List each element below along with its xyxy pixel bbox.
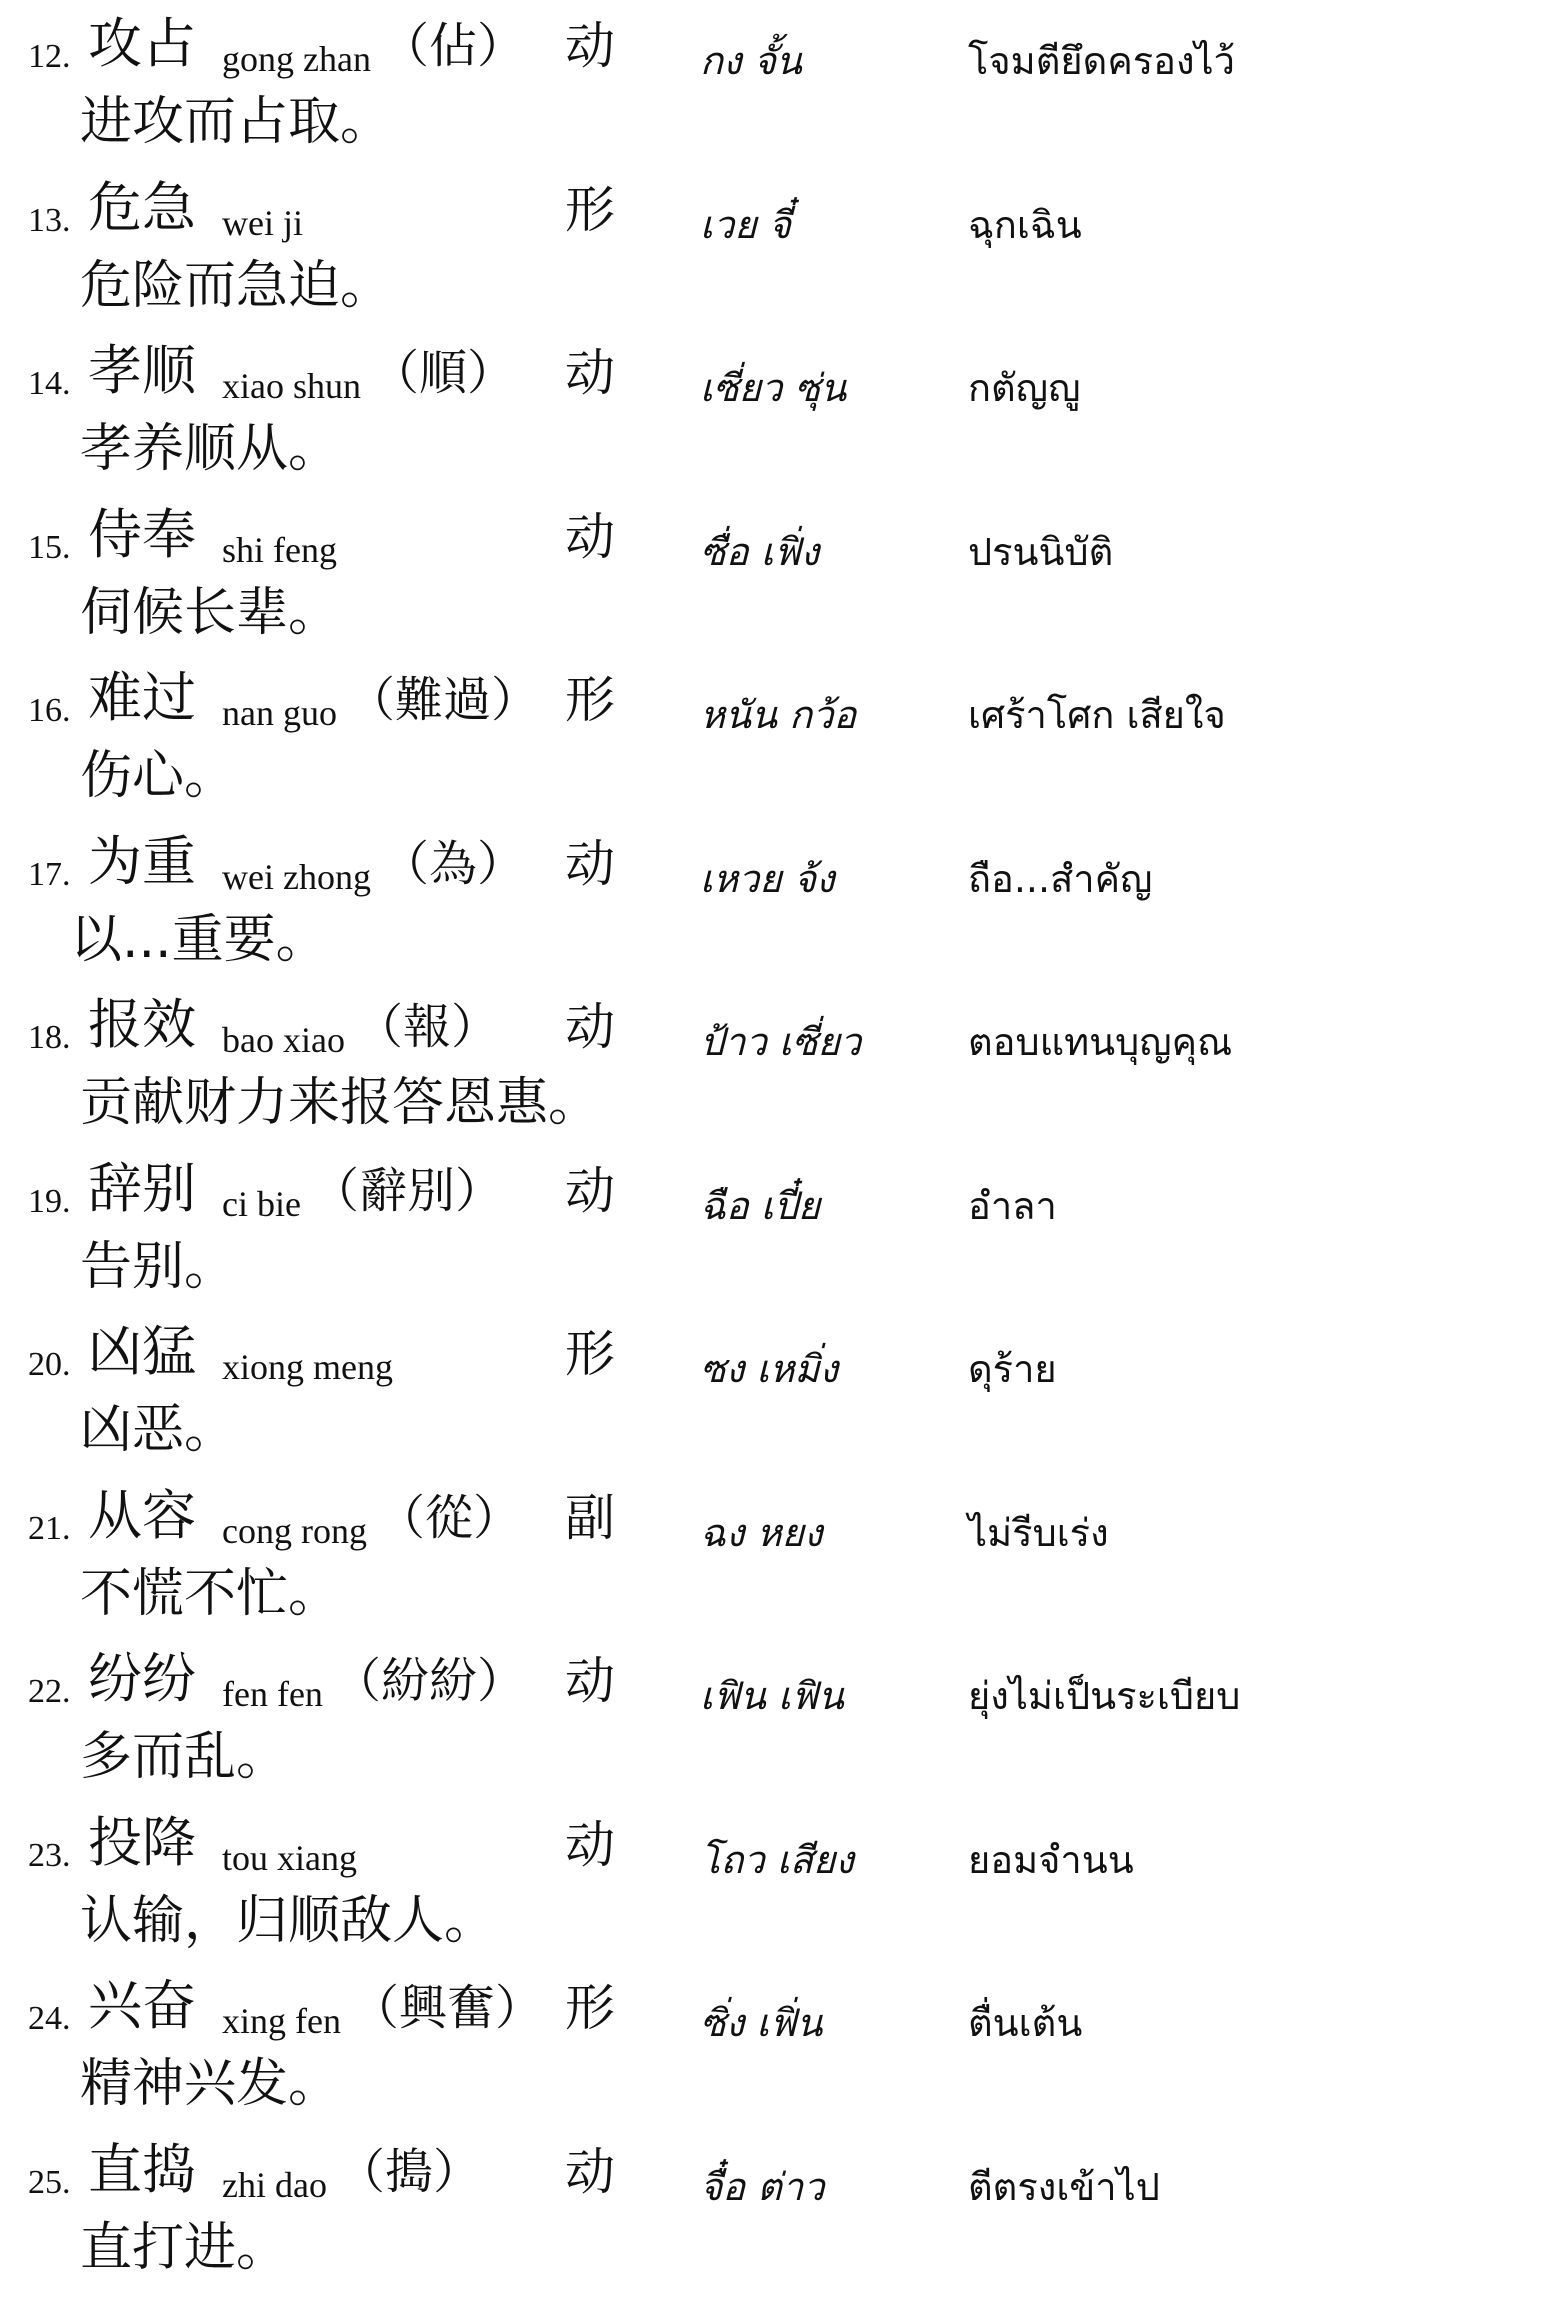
entry-number: 13. — [28, 201, 71, 239]
traditional-form: （興奮） — [351, 1980, 544, 2036]
thai-reading: โถว เสียง — [700, 1837, 854, 1882]
traditional-form: （從） — [377, 1489, 522, 1546]
entry-number: 20. — [28, 1346, 71, 1383]
part-of-speech: 动 — [565, 1161, 615, 1220]
part-of-speech: 动 — [565, 17, 615, 75]
chinese-definition: 认输，归顺敌人。 — [80, 1890, 497, 1951]
vocab-entry — [0, 818, 1547, 980]
thai-reading: กง จั้น — [700, 39, 802, 83]
pinyin: bao xiao — [222, 1020, 345, 1060]
chinese-word: 辞别 — [88, 1156, 196, 1220]
traditional-form: （為） — [381, 835, 526, 892]
entry-headline — [0, 491, 1547, 574]
entry-headline — [0, 654, 1547, 737]
vocab-entry — [0, 1635, 1547, 1797]
part-of-speech: 动 — [565, 507, 615, 566]
part-of-speech: 动 — [565, 1652, 615, 1710]
pinyin: nan guo — [222, 693, 337, 733]
part-of-speech: 动 — [565, 1815, 615, 1874]
entry-headline — [0, 164, 1547, 247]
vocab-entry — [0, 327, 1547, 489]
entry-headline — [0, 1308, 1547, 1391]
pinyin: zhi dao — [222, 2164, 327, 2205]
thai-reading: ซื่อ เฟิ่ง — [700, 529, 820, 574]
entry-number: 17. — [28, 855, 71, 893]
thai-reading: จื๋อ ต่าว — [700, 2164, 825, 2209]
thai-meaning: กตัญญู — [968, 366, 1081, 410]
entry-headline — [0, 1635, 1547, 1718]
thai-meaning: เศร้าโศก เสียใจ — [968, 693, 1226, 737]
thai-reading: ฉือ เปี๋ย — [700, 1183, 821, 1228]
entry-number: 23. — [28, 1836, 71, 1874]
vocab-entry — [0, 491, 1547, 653]
chinese-definition: 伤心。 — [80, 746, 237, 806]
thai-meaning: ตอบแทนบุญคุณ — [968, 1020, 1233, 1064]
part-of-speech: 动 — [565, 2142, 615, 2201]
thai-reading: ฉง หยง — [700, 1510, 823, 1555]
chinese-definition: 直打进。 — [80, 2217, 289, 2278]
chinese-definition: 凶恶。 — [80, 1400, 237, 1460]
traditional-form: （順） — [371, 345, 516, 401]
chinese-definition: 伺候长辈。 — [80, 582, 341, 643]
pinyin: cong rong — [222, 1510, 367, 1551]
pinyin: wei zhong — [222, 856, 371, 897]
entry-headline — [0, 981, 1547, 1064]
vocab-entry — [0, 164, 1547, 326]
vocab-entry — [0, 0, 1547, 162]
entry-number: 12. — [28, 38, 71, 75]
vocab-entry — [0, 1145, 1547, 1307]
entry-headline — [0, 0, 1547, 83]
chinese-word: 兴奋 — [88, 1974, 196, 2037]
part-of-speech: 形 — [565, 180, 615, 239]
thai-meaning: อำลา — [968, 1183, 1057, 1228]
entry-number: 25. — [28, 2163, 71, 2201]
traditional-form: （紛紛） — [333, 1653, 526, 1709]
chinese-definition: 危险而急迫。 — [80, 255, 393, 316]
traditional-form: （辭別） — [311, 1162, 504, 1219]
part-of-speech: 动 — [565, 998, 615, 1056]
entry-headline — [0, 1962, 1547, 2045]
pinyin: tou xiang — [222, 1837, 357, 1878]
thai-meaning: ยุ่งไม่เป็นระเบียบ — [968, 1674, 1241, 1718]
chinese-word: 为重 — [88, 829, 196, 893]
entry-number: 19. — [28, 1182, 71, 1220]
entry-headline — [0, 1799, 1547, 1882]
entry-number: 18. — [28, 1019, 71, 1056]
vocab-entry — [0, 981, 1547, 1143]
pinyin: xiao shun — [222, 366, 361, 406]
entry-headline — [0, 327, 1547, 410]
chinese-definition: 以...重要。 — [70, 909, 328, 970]
chinese-definition: 进攻而占取。 — [80, 92, 393, 152]
chinese-word: 侍奉 — [88, 502, 196, 566]
chinese-definition: 告别。 — [80, 1236, 237, 1297]
entry-number: 22. — [28, 1673, 71, 1710]
thai-meaning: ยอมจำนน — [968, 1837, 1134, 1882]
chinese-word: 孝顺 — [88, 339, 196, 402]
traditional-form: （難過） — [347, 672, 540, 728]
thai-reading: เหวย จ้ง — [700, 856, 835, 901]
vocab-entry — [0, 654, 1547, 816]
thai-reading: ซิ่ง เฟิ่น — [700, 2001, 823, 2045]
entry-number: 15. — [28, 528, 71, 566]
pinyin: xing fen — [222, 2001, 341, 2041]
thai-reading: เวย จี๋ — [700, 202, 791, 247]
chinese-word: 凶猛 — [88, 1320, 196, 1383]
vocab-entry — [0, 1962, 1547, 2124]
chinese-word: 投降 — [88, 1810, 196, 1874]
chinese-definition: 孝养顺从。 — [80, 419, 341, 479]
entry-number: 14. — [28, 365, 71, 402]
traditional-form: （搗） — [337, 2143, 482, 2200]
thai-meaning: โจมตียึดครองไว้ — [968, 39, 1236, 83]
thai-reading: เซี่ยว ซุ่น — [700, 366, 847, 410]
chinese-definition: 精神兴发。 — [80, 2054, 341, 2114]
thai-meaning: ตีตรงเข้าไป — [968, 2164, 1160, 2209]
traditional-form: （報） — [355, 999, 500, 1055]
thai-meaning: ปรนนิบัติ — [968, 529, 1114, 574]
entry-headline — [0, 1472, 1547, 1555]
part-of-speech: 动 — [565, 834, 615, 893]
thai-reading: เฟิน เฟิน — [700, 1674, 844, 1718]
entry-headline — [0, 818, 1547, 901]
vocab-entry — [0, 1308, 1547, 1470]
entry-headline — [0, 1145, 1547, 1228]
thai-meaning: ถือ...สำคัญ — [968, 856, 1153, 901]
part-of-speech: 形 — [565, 1979, 615, 2037]
pinyin: wei ji — [222, 202, 303, 243]
thai-meaning: ดุร้าย — [968, 1347, 1057, 1391]
chinese-definition: 多而乱。 — [80, 1727, 289, 1787]
part-of-speech: 形 — [565, 1325, 615, 1383]
chinese-word: 报效 — [88, 993, 196, 1056]
chinese-word: 难过 — [88, 666, 196, 729]
pinyin: shi feng — [222, 529, 337, 570]
thai-reading: ซง เหมิ่ง — [700, 1347, 839, 1391]
vocab-entry — [0, 2126, 1547, 2288]
part-of-speech: 动 — [565, 344, 615, 402]
pinyin: gong zhan — [222, 39, 371, 79]
part-of-speech: 形 — [565, 671, 615, 729]
vocab-entry — [0, 1799, 1547, 1961]
thai-reading: หนัน กว้อ — [700, 693, 857, 737]
traditional-form: （佔） — [381, 18, 526, 74]
vocab-entry — [0, 1472, 1547, 1634]
chinese-word: 纷纷 — [88, 1647, 196, 1710]
pinyin: xiong meng — [222, 1347, 393, 1387]
part-of-speech: 副 — [565, 1488, 615, 1547]
chinese-word: 攻占 — [88, 12, 196, 75]
entry-headline — [0, 2126, 1547, 2209]
thai-reading: ป้าว เซี่ยว — [700, 1020, 862, 1064]
entry-number: 16. — [28, 692, 71, 729]
thai-meaning: ตื่นเต้น — [968, 2001, 1083, 2045]
chinese-word: 直捣 — [88, 2137, 196, 2201]
chinese-definition: 贡献财力来报答恩惠。 — [80, 1073, 601, 1133]
entry-number: 24. — [28, 2000, 71, 2037]
pinyin: fen fen — [222, 1674, 323, 1714]
chinese-word: 从容 — [88, 1483, 196, 1547]
thai-meaning: ฉุกเฉิน — [968, 202, 1082, 247]
pinyin: ci bie — [222, 1183, 301, 1224]
thai-meaning: ไม่รีบเร่ง — [968, 1510, 1109, 1555]
entry-number: 21. — [28, 1509, 71, 1547]
chinese-definition: 不慌不忙。 — [80, 1563, 341, 1624]
chinese-word: 危急 — [88, 175, 196, 239]
